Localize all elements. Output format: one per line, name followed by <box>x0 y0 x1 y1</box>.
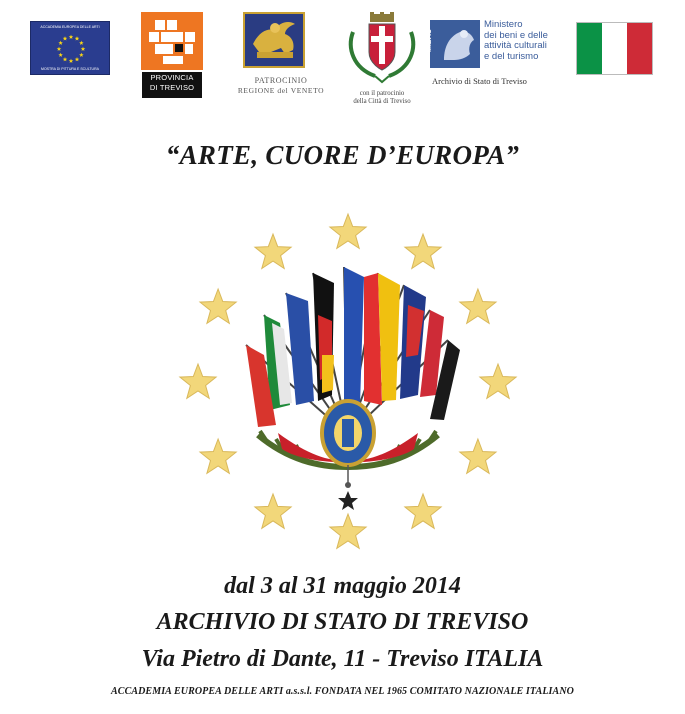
emblem-star <box>460 289 496 323</box>
veneto-line1: PATROCINIO <box>254 76 308 85</box>
treviso-logo <box>339 12 425 104</box>
event-venue: ARCHIVIO DI STATO DI TREVISO <box>156 609 529 635</box>
lion-of-st-mark-icon <box>243 12 305 68</box>
emblem-star <box>255 234 291 268</box>
mibac-figure-icon <box>430 20 480 68</box>
mibac-line: Ministero <box>484 19 523 30</box>
event-dates: dal 3 al 31 maggio 2014 <box>224 573 461 599</box>
provincia-logo <box>141 12 203 98</box>
mibac-archive-text: Archivio di Stato di Treviso <box>432 76 527 86</box>
emblem-star <box>405 234 441 268</box>
italian-flag-icon <box>576 22 653 75</box>
treviso-line2: della Città di Treviso <box>353 98 411 105</box>
mibac-line: dei beni e delle <box>484 29 548 41</box>
eu-star <box>58 41 63 45</box>
treviso-line1: con il patrocinio <box>359 90 405 97</box>
mibac-line: attività culturali <box>484 40 547 51</box>
veneto-line2: REGIONE del VENETO <box>237 86 325 95</box>
event-address: Via Pietro di Dante, 11 - Treviso ITALIA <box>141 646 544 672</box>
eu-star <box>58 53 63 57</box>
page-title: “ARTE, CUORE D’EUROPA” <box>165 140 520 170</box>
emblem-star <box>405 494 441 528</box>
emblem-star <box>330 214 366 248</box>
european-flags-stars-emblem-icon <box>168 205 528 560</box>
provincia-line1: PROVINCIA <box>150 73 194 82</box>
eu-star <box>75 36 80 40</box>
mibac-acronym: MiBAC <box>426 29 433 52</box>
emblem-star <box>180 364 216 398</box>
eu-logo <box>30 21 110 75</box>
eu-star <box>79 53 84 57</box>
logo-row <box>0 0 685 110</box>
eu-logo-bottom-text: MOSTRA DI PITTURA E SCULTURA <box>41 67 99 71</box>
flag-white-band <box>602 23 627 74</box>
emblem-star <box>255 494 291 528</box>
flag-green-band <box>577 23 602 74</box>
eu-star <box>63 57 68 61</box>
eu-star <box>57 47 62 51</box>
emblem-star <box>200 439 236 473</box>
provincia-line2: DI TREVISO <box>149 83 195 92</box>
eu-logo-top-text: ACCADEMIA EUROPEA DELLE ARTI <box>40 25 100 29</box>
emblem-star <box>200 289 236 323</box>
footer-text: ACCADEMIA EUROPEA DELLE ARTI a.s.s.l. FONDATA NEL 1965 COMITATO NAZIONALE ITALIANO <box>111 686 574 697</box>
veneto-logo <box>237 12 325 102</box>
eu-star <box>63 36 68 40</box>
emblem-star <box>480 364 516 398</box>
eu-star <box>79 41 84 45</box>
mibac-ministry-text <box>484 20 574 62</box>
city-crest-icon <box>339 12 425 88</box>
eu-star <box>69 59 74 63</box>
mibac-line: e del turismo <box>484 50 539 62</box>
eu-star <box>75 57 80 61</box>
flag-red-band <box>627 23 652 74</box>
eu-star <box>81 47 86 51</box>
mibac-logo <box>426 19 570 90</box>
emblem-star <box>460 439 496 473</box>
eu-star <box>69 35 74 39</box>
emblem-star <box>330 514 366 548</box>
provincia-pixel-icon <box>141 12 203 70</box>
provincia-caption <box>142 72 202 98</box>
